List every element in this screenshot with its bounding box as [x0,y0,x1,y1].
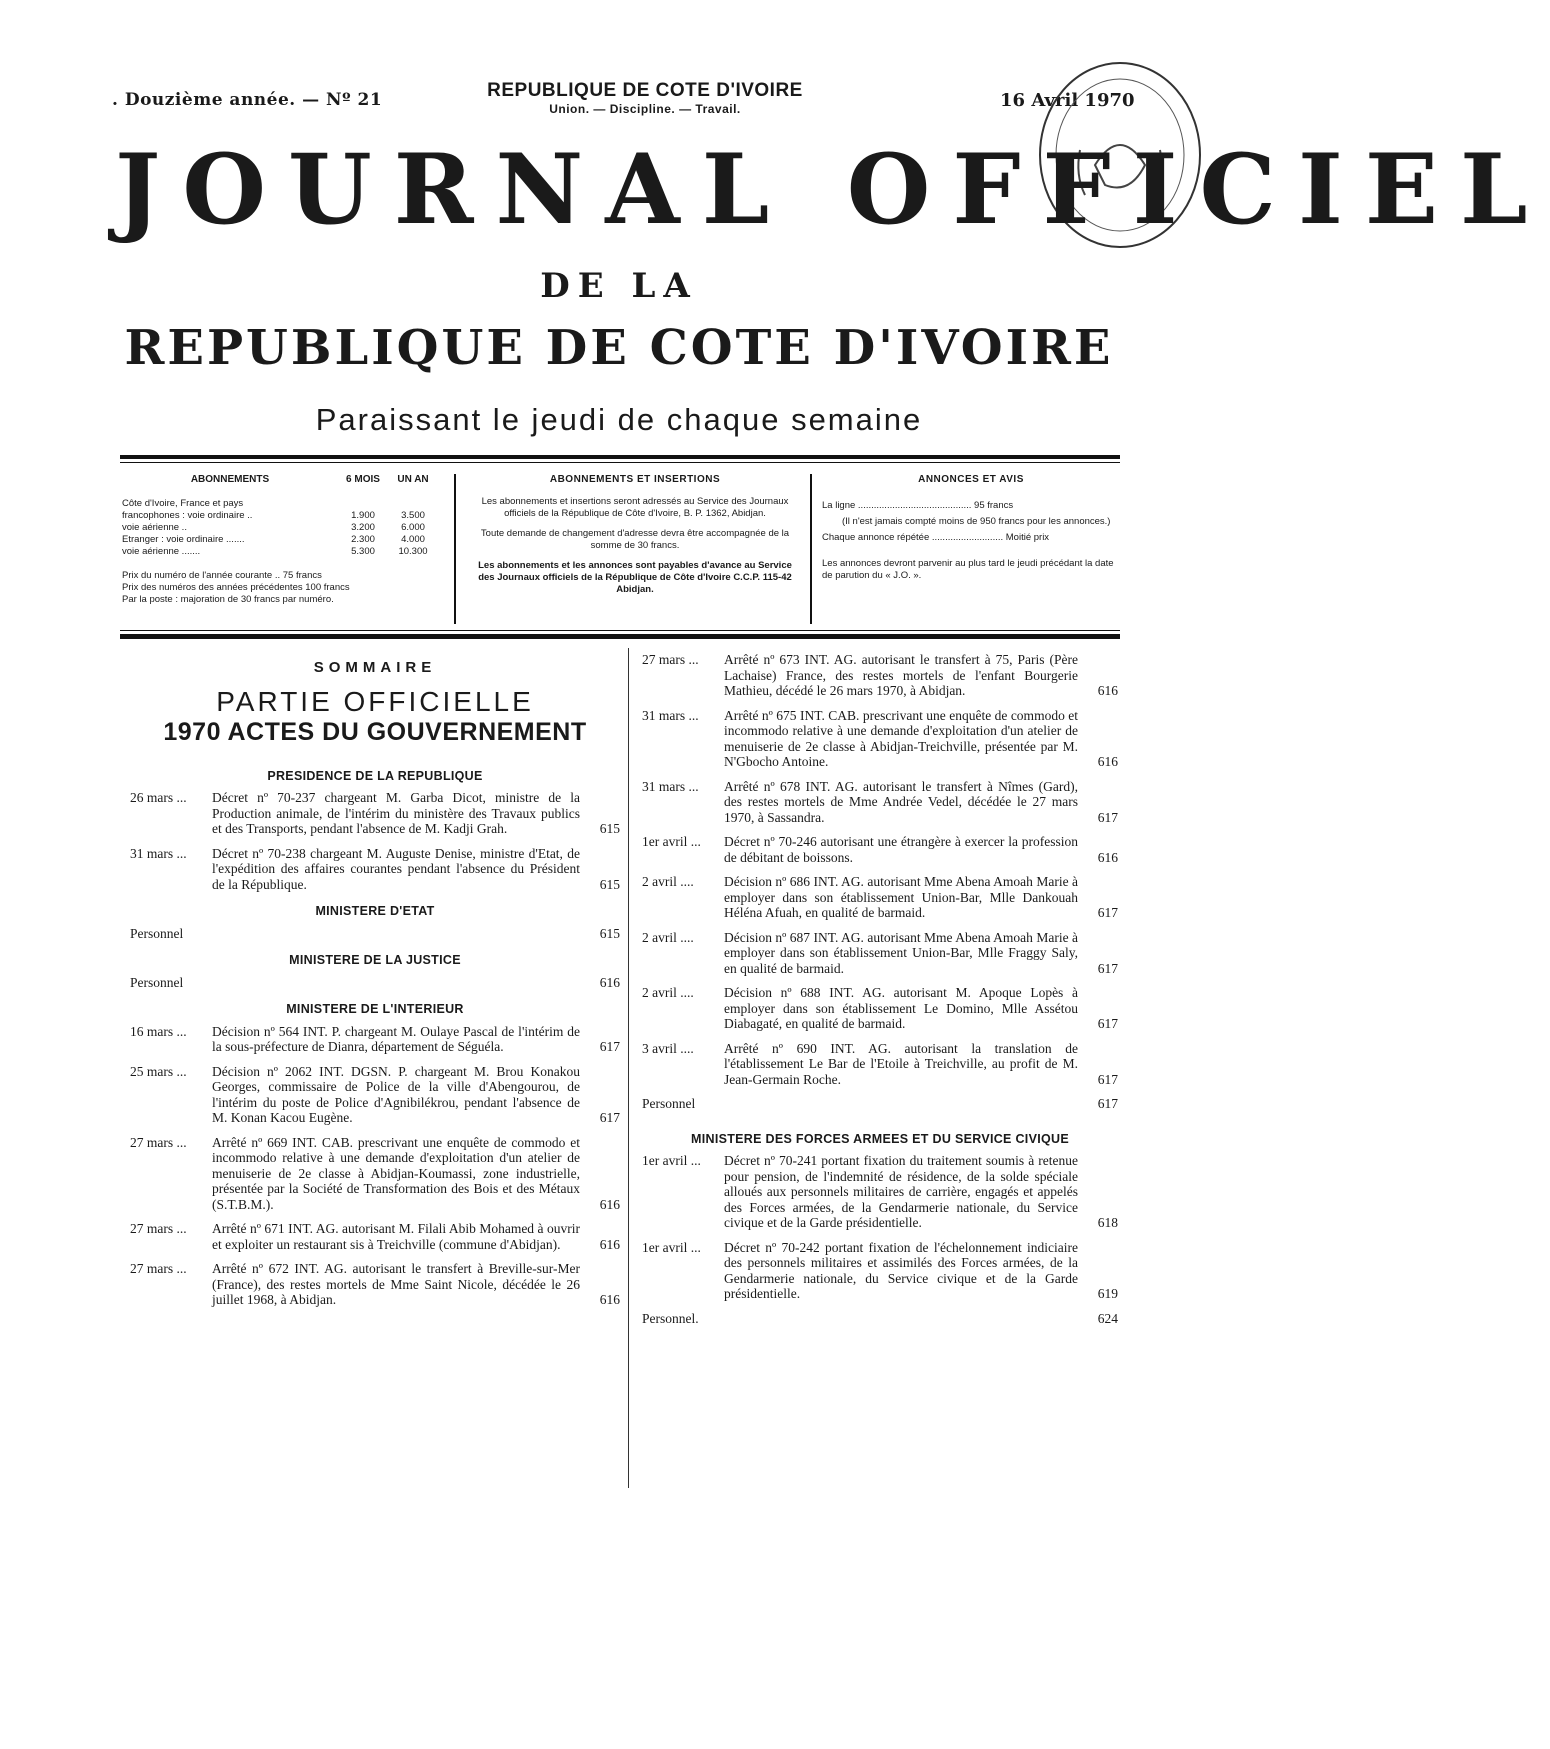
page-number: 617 [1097,1096,1118,1111]
entry-date: 26 mars ... [130,790,187,805]
entry-text: Arrêté nº 671 INT. AG. autorisant M. Filali Abib Mohamed à ouvrir et exploiter un restaurant sis à Treichville (commune d'Abidjan). [212,1221,580,1252]
inserts-p3: Les abonnements et les annonces sont payables d'avance au Service des Journaux officiels de la République de Côte d'Ivoire C.C.P. 115-42 Abidjan. [478,560,792,595]
toc-entry [642,985,1118,1032]
entry-text: Décision nº 687 INT. AG. autorisant Mme Abena Amoah Marie à employer dans son établissement Union-Bar, Mlle Fraggy Saly, en qualité de barmaid. [724,929,1078,976]
title-de-la: DE LA [540,266,698,306]
toc-entry [642,1153,1118,1231]
column-separator [628,648,629,1488]
price-rows [122,570,438,606]
interieur-entries [130,1024,620,1308]
page-number: 617 [1097,905,1118,920]
entry-date: 27 mars ... [130,1221,187,1236]
entry-date: 2 avril .... [642,929,694,945]
forces-entries [642,1153,1118,1302]
price-line: Prix du numéro de l'année courante .. 75 francs [122,570,322,581]
entry-date: 1er avril ... [642,834,701,849]
entry-date: 25 mars ... [130,1063,187,1079]
ads-box [822,474,1120,624]
right-entries [642,652,1118,1087]
issue-date: 16 Avril 1970 [1000,90,1135,111]
page-number: 616 [599,1292,620,1307]
section-ministere-interieur: MINISTERE DE L'INTERIEUR [286,1002,464,1016]
personnel-label: Personnel. [642,1310,699,1326]
entry-text: Décision nº 688 INT. AG. autorisant M. Apoque Lopès à employer dans son établissement Le Domino, Mlle Assétou Diabagaté, en qualité de barmaid. [724,985,1078,1031]
page-number: 619 [1097,1286,1118,1301]
entry-text: Décision nº 564 INT. P. chargeant M. Oulaye Pascal de l'intérim de la sous-préfecture de Dianra, département de Séguéla. [212,1023,580,1054]
rate-label: francophones : voie ordinaire .. [122,510,253,521]
personnel-label: Personnel [642,1096,696,1111]
page-number: 616 [1097,683,1118,698]
republic-name: REPUBLIQUE DE COTE D'IVOIRE [487,80,803,101]
inserts-heading: ABONNEMENTS ET INSERTIONS [549,474,721,485]
page-number: 617 [1097,1071,1118,1087]
page-number: 617 [599,1110,620,1125]
toc-entry [130,1024,620,1055]
actes-heading: 1970 ACTES DU GOUVERNEMENT [163,718,587,746]
entry-date: 2 avril .... [642,985,694,1000]
bottom-rule [120,634,1120,639]
entry-date: 1er avril ... [642,1239,701,1255]
subscription-row [122,534,438,546]
section-ministere-justice: MINISTERE DE LA JUSTICE [289,953,461,967]
price-line: Par la poste : majoration de 30 francs par numéro. [122,594,334,605]
rate-label: voie aérienne .. [122,522,187,533]
page-number: 617 [1097,960,1118,976]
list-item [642,1096,1118,1112]
page-number: 617 [1097,1016,1118,1031]
page-number: 617 [1097,809,1118,825]
toc-entry [642,834,1118,865]
list-item [642,1311,1118,1327]
toc-entry [642,874,1118,921]
toc-entry [130,1261,620,1308]
page-number: 615 [599,925,620,941]
toc-entry [642,930,1118,977]
rate-six-months [338,498,388,510]
box-divider-1 [454,474,456,624]
box-divider-2 [810,474,812,624]
subscription-rows [122,498,438,558]
page-number: 616 [1097,849,1118,865]
entry-date: 31 mars ... [642,707,699,723]
page-number: 615 [599,876,620,892]
entry-date: 27 mars ... [130,1134,187,1150]
rate-one-year: 10.300 [398,546,428,557]
journal-title: JOURNAL OFFICIEL [115,133,1550,246]
section-presidence: PRESIDENCE DE LA REPUBLIQUE [267,768,483,783]
entry-date: 1er avril ... [642,1153,701,1168]
toc-entry [642,1041,1118,1088]
left-column [130,660,620,1317]
entry-text: Décision nº 2062 INT. DGSN. P. chargeant M. Brou Konakou Georges, commissaire de Police de la ville d'Abengourou, de l'intérim du poste de Police d'Agnibilékrou, pendant l'absence de M. Konan Kacou Eugène. [212,1063,580,1125]
toc-entry [642,1240,1118,1302]
ads-line: La ligne ........................................... 95 francs [822,500,1014,511]
bottom-rule-thin [120,630,1120,631]
rate-one-year: 6.000 [401,522,425,533]
personnel-label: Personnel [130,925,184,941]
list-item [130,926,620,942]
list-item [130,975,620,991]
section-forces-armees: MINISTERE DES FORCES ARMEES ET DU SERVICE CIVIQUE [691,1131,1069,1146]
rate-one-year [388,498,438,510]
entry-text: Arrêté nº 690 INT. AG. autorisant la translation de l'établissement Le Bar de l'Etoile à Treichville, au profit de M. Jean-Germain Roche. [724,1040,1078,1087]
toc-entry [130,1135,620,1213]
section-ministere-etat: MINISTERE D'ETAT [315,904,435,918]
entry-date: 16 mars ... [130,1023,187,1039]
inserts-box [470,474,800,624]
entry-text: Arrêté nº 673 INT. AG. autorisant le transfert à 75, Paris (Père Lachaise) France, des restes mortels de l'enfant Bourgerie Mathieu, décédé le 26 mars 1970, à Abidjan. [724,652,1078,698]
subscription-row [122,510,438,522]
entry-text: Décret nº 70-237 chargeant M. Garba Dicot, ministre de la Production animale, de l'intérim du ministère des Travaux publics et des Transports, pendant l'absence de M. Kadji Grah. [212,790,580,836]
entry-text: Arrêté nº 672 INT. AG. autorisant le transfert à Breville-sur-Mer (France), des restes mortels de Mme Saint Nicole, décédée le 26 juillet 1968, à Abidjan. [212,1261,580,1307]
page-number: 615 [599,821,620,836]
sommaire-title: SOMMAIRE [313,659,437,676]
ads-deadline: Les annonces devront parvenir au plus tard le jeudi précédant la date de parution du « J.O. ». [822,558,1114,581]
entry-date: 27 mars ... [130,1261,187,1276]
national-motto: Union. — Discipline. — Travail. [549,102,741,116]
subscription-row [122,498,438,510]
entry-text: Décret nº 70-246 autorisant une étrangère à exercer la profession de débitant de boissons. [724,834,1078,865]
toc-entry [642,708,1118,770]
entry-text: Décret nº 70-238 chargeant M. Auguste Denise, ministre d'Etat, de l'expédition des affaires courantes pendant l'absence du Président de la République. [212,845,580,892]
subscriptions-box [122,474,438,624]
col-one-year: UN AN [397,474,429,485]
rate-six-months: 5.300 [351,546,375,557]
entry-text: Arrêté nº 675 INT. CAB. prescrivant une enquête de commodo et incommodo relative à une demande d'exploitation d'un atelier de menuiserie de 2e classe à Abidjan-Treichville, présentée par M. N'Gbocho Antoine. [724,707,1078,769]
subscription-row [122,546,438,558]
entry-date: 31 mars ... [130,845,187,861]
entry-text: Arrêté nº 669 INT. CAB. prescrivant une enquête de commodo et incommodo relative à une demande d'exploitation d'un atelier de menuiserie de 2e classe à Abidjan-Koumassi, zone industrielle, présentée par la Société de Transformation des Bois et des Métaux (S.T.B.M.). [212,1134,580,1212]
ads-repeat: Chaque annonce répétée ........................... Moitié prix [822,532,1050,543]
toc-entry [642,779,1118,826]
page-number: 624 [1097,1310,1118,1326]
title-republic: REPUBLIQUE DE COTE D'IVOIRE [124,320,1114,376]
subscription-row [122,522,438,534]
toc-entry [130,1064,620,1126]
entry-date: 27 mars ... [642,652,699,667]
price-line: Prix des numéros des années précédentes 100 francs [122,582,350,593]
rate-label: Etranger : voie ordinaire ....... [122,534,245,545]
edition-number: . Douzième année. — Nº 21 [112,90,383,110]
ads-minimum: (Il n'est jamais compté moins de 950 francs pour les annonces.) [842,516,1111,527]
page-number: 616 [1097,754,1118,769]
toc-entry [130,1221,620,1252]
page-number: 617 [599,1039,620,1054]
page-number: 616 [599,1196,620,1212]
entry-text: Décision nº 686 INT. AG. autorisant Mme Abena Amoah Marie à employer dans son établissement Union-Bar, Mlle Dankouah Héléna Afuah, en qualité de barmaid. [724,874,1078,920]
masthead-republic [440,80,850,116]
personnel-label: Personnel [130,974,184,990]
page-number: 618 [1097,1215,1118,1230]
rate-six-months: 1.900 [351,510,375,521]
inserts-p1: Les abonnements et insertions seront adressés au Service des Journaux officiels de la République de Côte d'Ivoire, B. P. 1362, Abidjan. [481,496,789,519]
toc-entry [642,652,1118,699]
entry-date: 31 mars ... [642,778,699,794]
rate-six-months: 2.300 [351,534,375,545]
page-number: 616 [599,974,620,990]
entry-text: Décret nº 70-242 portant fixation de l'échelonnement indiciaire des personnels militaires et assimilés des Forces armées, de la Gendarmerie nationale, du Service civique et de la Garde présidentielle. [724,1239,1078,1301]
entry-date: 3 avril .... [642,1040,694,1056]
entry-text: Arrêté nº 678 INT. AG. autorisant le transfert à Nîmes (Gard), des restes mortels de Mme Andrée Vedel, décédée le 27 mars 1970, à Sassandra. [724,778,1078,825]
rate-six-months: 3.200 [351,522,375,533]
right-column [642,652,1118,1330]
top-rule-thin [120,462,1120,463]
presidence-entries [130,790,620,892]
inserts-p2: Toute demande de changement d'adresse devra être accompagnée de la somme de 30 francs. [480,528,790,551]
rate-one-year: 3.500 [401,510,425,521]
top-rule [120,455,1120,459]
entry-text: Décret nº 70-241 portant fixation du traitement soumis à retenue pour pension, de l'indemnité de résidence, de la solde spéciale alloués aux personnels militaires de carrière, engagés et appelés des Forces armées, de la Gendarmerie nationale, du Service civique et de la Garde présidentielle. [724,1153,1078,1230]
entry-date: 2 avril .... [642,874,694,889]
toc-entry [130,846,620,893]
rate-label: Côte d'Ivoire, France et pays [122,498,244,509]
partie-officielle: PARTIE OFFICIELLE [216,685,534,717]
col-six-months: 6 MOIS [346,474,380,485]
rate-one-year: 4.000 [401,534,425,545]
toc-entry [130,790,620,837]
page-number: 616 [599,1236,620,1252]
subscriptions-heading: ABONNEMENTS [190,474,270,485]
ads-heading: ANNONCES ET AVIS [918,474,1024,485]
tagline: Paraissant le jeudi de chaque semaine [315,402,923,437]
rate-label: voie aérienne ....... [122,546,201,557]
